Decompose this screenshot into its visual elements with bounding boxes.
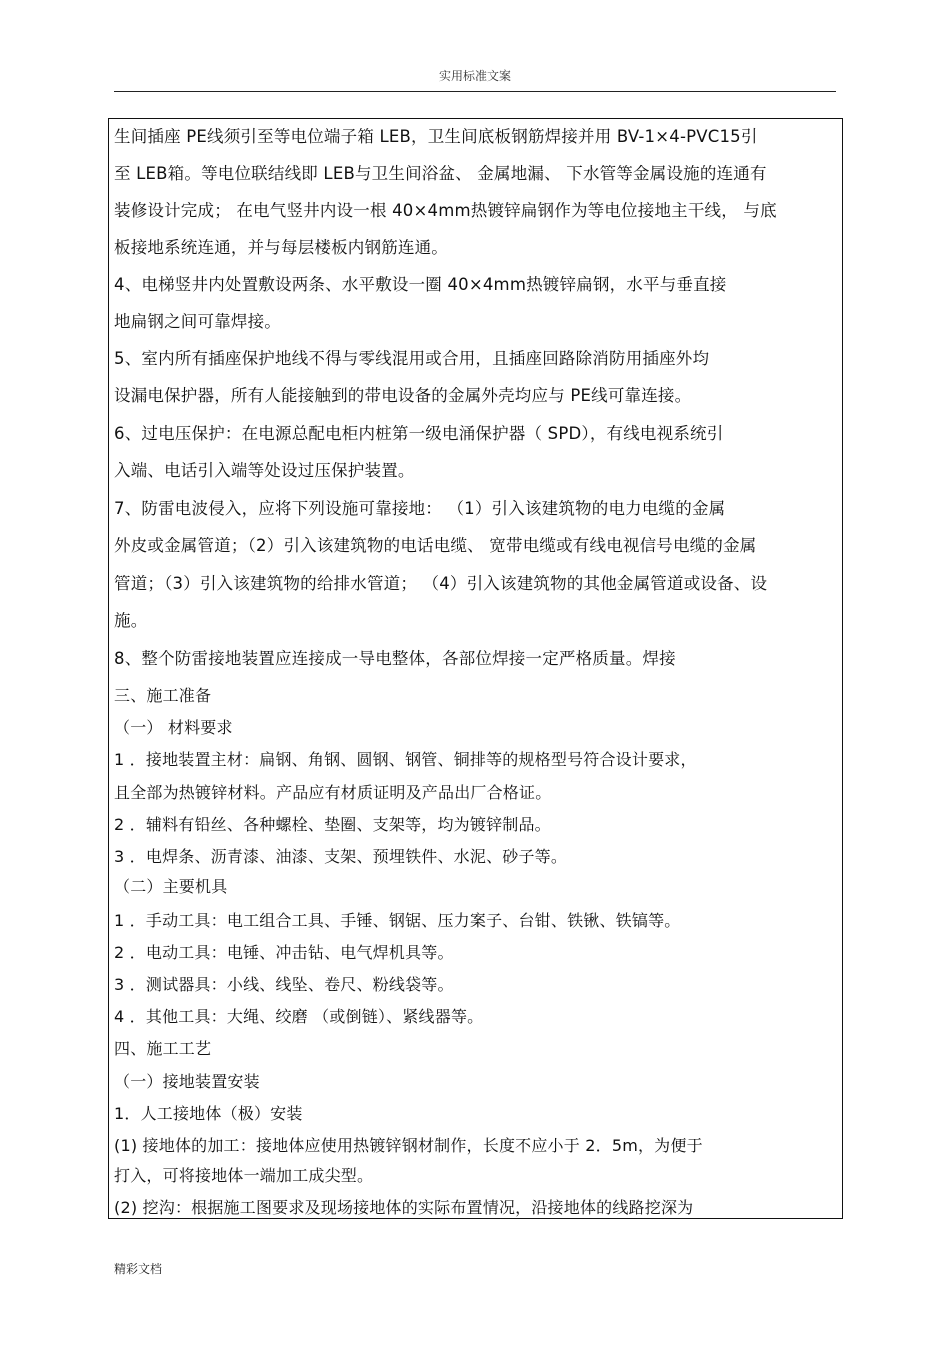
body-line: 装修设计完成； 在电气竖井内设一根 40×4mm热镀锌扁钢作为等电位接地主干线， 与底 bbox=[114, 201, 777, 220]
body-line: 管道；（3）引入该建筑物的给排水管道； （4）引入该建筑物的其他金属管道或设备、设 bbox=[114, 574, 768, 593]
header-divider bbox=[114, 91, 836, 92]
body-line: 3 ．测试器具：小线、线坠、卷尺、粉线袋等。 bbox=[114, 975, 454, 994]
body-line: 2 ．辅料有铅丝、各种螺栓、垫圈、支架等，均为镀锌制品。 bbox=[114, 815, 551, 834]
body-line: 4 ．其他工具：大绳、绞磨 （或倒链）、紧线器等。 bbox=[114, 1007, 484, 1026]
body-line: 4、电梯竖井内处置敷设两条、水平敷设一圈 40×4mm热镀锌扁钢，水平与垂直接 bbox=[114, 275, 727, 294]
body-line: 2 ．电动工具：电锤、冲击钻、电气焊机具等。 bbox=[114, 943, 454, 962]
body-line: 7、防雷电波侵入，应将下列设施可靠接地： （1）引入该建筑物的电力电缆的金属 bbox=[114, 499, 726, 518]
body-line: 板接地系统连通，并与每层楼板内钢筋连通。 bbox=[114, 238, 448, 257]
body-line: 3 ．电焊条、沥青漆、油漆、支架、预埋铁件、水泥、砂子等。 bbox=[114, 847, 568, 866]
body-line: 生间插座 PE线须引至等电位端子箱 LEB，卫生间底板钢筋焊接并用 BV-1×4-PVC15引 bbox=[114, 127, 758, 146]
page-header: 实用标准文案 bbox=[438, 69, 511, 83]
body-line: 1 ．接地装置主材：扁钢、角钢、圆钢、钢管、铜排等的规格型号符合设计要求， bbox=[114, 750, 697, 769]
body-line: 6、过电压保护：在电源总配电柜内桩第一级电涌保护器（ SPD），有线电视系统引 bbox=[114, 424, 724, 443]
body-line: 1．人工接地体（极）安装 bbox=[114, 1104, 303, 1123]
body-line: 地扁钢之间可靠焊接。 bbox=[114, 312, 281, 331]
body-line: （一）接地装置安装 bbox=[114, 1072, 260, 1091]
body-line: （二）主要机具 bbox=[114, 877, 228, 896]
body-line: (1) 接地体的加工：接地体应使用热镀锌钢材制作，长度不应小于 2．5m，为便于 bbox=[114, 1136, 703, 1155]
body-line: (2) 挖沟：根据施工图要求及现场接地体的实际布置情况，沿接地体的线路挖深为 bbox=[114, 1198, 694, 1217]
body-line: 三、施工准备 bbox=[114, 686, 212, 705]
body-line: 5、室内所有插座保护地线不得与零线混用或合用，且插座回路除消防用插座外均 bbox=[114, 349, 710, 368]
body-line: 施。 bbox=[114, 611, 148, 630]
body-line: 入端、电话引入端等处设过压保护装置。 bbox=[114, 461, 415, 480]
body-line: 8、整个防雷接地装置应连接成一导电整体，各部位焊接一定严格质量。焊接 bbox=[114, 649, 676, 668]
body-line: 设漏电保护器，所有人能接触到的带电设备的金属外壳均应与 PE线可靠连接。 bbox=[114, 386, 692, 405]
body-line: （一） 材料要求 bbox=[114, 718, 233, 737]
body-line: 且全部为热镀锌材料。产品应有材质证明及产品出厂合格证。 bbox=[114, 783, 552, 802]
body-line: 1 ．手动工具：电工组合工具、手锤、钢锯、压力案子、台钳、铁锹、铁镐等。 bbox=[114, 911, 681, 930]
page-footer: 精彩文档 bbox=[114, 1262, 163, 1276]
body-line: 四、施工工艺 bbox=[114, 1039, 212, 1058]
body-line: 打入，可将接地体一端加工成尖型。 bbox=[114, 1166, 374, 1185]
body-line: 外皮或金属管道；（2）引入该建筑物的电话电缆、 宽带电缆或有线电视信号电缆的金属 bbox=[114, 536, 757, 555]
body-line: 至 LEB箱。等电位联结线即 LEB与卫生间浴盆、 金属地漏、 下水管等金属设施的连通有 bbox=[114, 164, 767, 183]
